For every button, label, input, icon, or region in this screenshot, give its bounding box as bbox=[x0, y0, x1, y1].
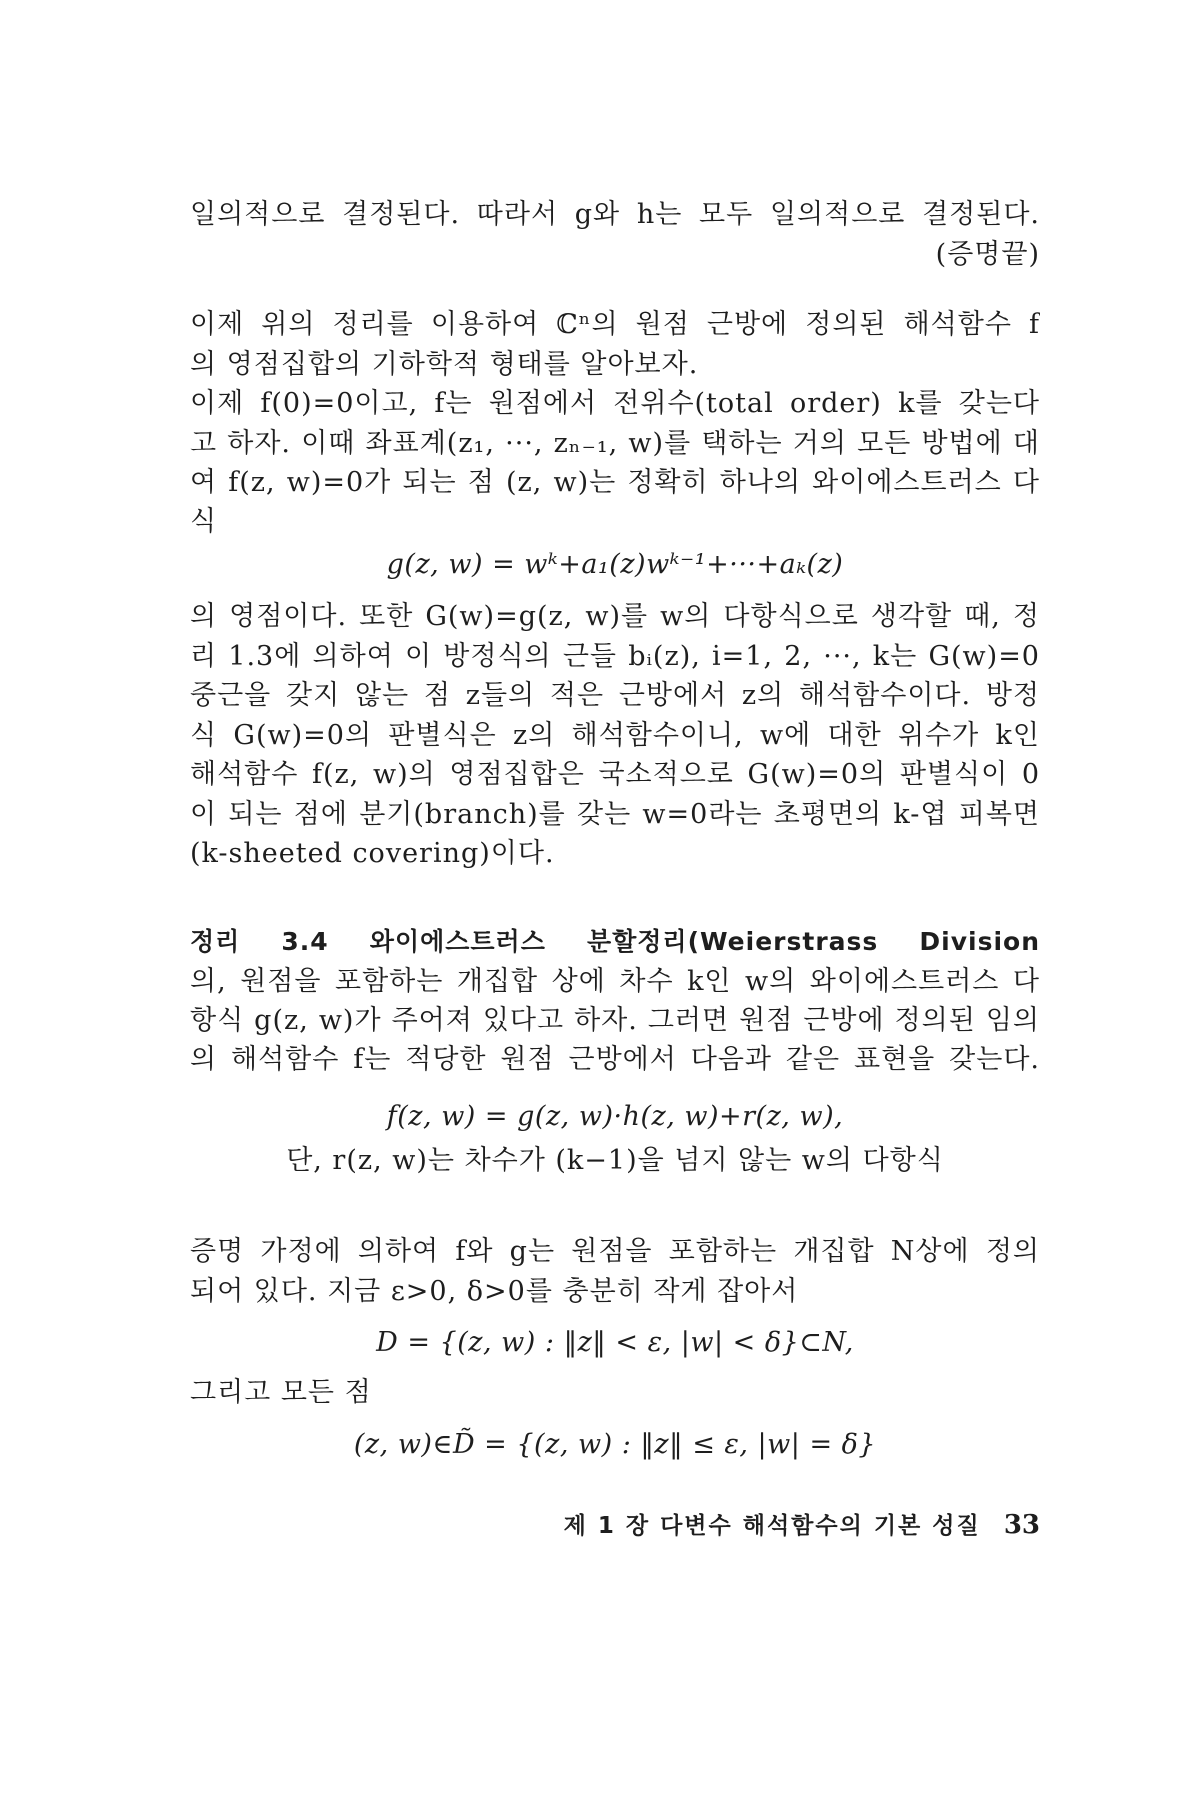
text-line: 의, 원점을 포함하는 개집합 상에 차수 k인 w의 와이에스트러스 다 bbox=[190, 966, 1040, 997]
text-line: 해석함수 f(z, w)의 영점집합은 국소적으로 G(w)=0의 판별식이 0 bbox=[190, 759, 1040, 790]
polynomial-formula: g(z, w) = wᵏ+a₁(z)wᵏ⁻¹+···+aₖ(z) bbox=[386, 549, 844, 580]
text-line: 일의적으로 결정된다. 따라서 g와 h는 모두 일의적으로 결정된다. bbox=[190, 199, 1040, 230]
domain-formula: D = {(z, w) : ‖z‖ < ε, |w| < δ}⊂N, bbox=[376, 1327, 854, 1358]
text-line: 고 하자. 이때 좌표계(z₁, ···, zₙ₋₁, w)를 택하는 거의 모든 방법에 대 bbox=[190, 428, 1040, 459]
page-footer bbox=[190, 1505, 1040, 1548]
text-line: 이 되는 점에 분기(branch)를 갖는 w=0라는 초평면의 k-엽 피복면 bbox=[190, 799, 1040, 830]
text-line: 식 bbox=[190, 506, 218, 537]
text-line: 의 영점집합의 기하학적 형태를 알아보자. bbox=[190, 349, 699, 380]
theorem-heading: 정리 3.4 와이에스트러스 분할정리(Weierstrass Division bbox=[190, 927, 1040, 956]
boundary-formula: (z, w)∈D̃ = {(z, w) : ‖z‖ ≤ ε, |w| = δ} bbox=[353, 1429, 877, 1460]
text-line: 되어 있다. 지금 ε>0, δ>0를 충분히 작게 잡아서 bbox=[190, 1276, 799, 1307]
text-line: 리 1.3에 의하여 이 방정식의 근들 bᵢ(z), i=1, 2, ···, k는 G(w)=0 bbox=[190, 641, 1040, 672]
proof-end-mark: (증명끝) bbox=[935, 239, 1040, 270]
text-line: 식 G(w)=0의 판별식은 z의 해석함수이니, w에 대한 위수가 k인 bbox=[190, 720, 1040, 751]
text-line: 중근을 갖지 않는 점 z들의 적은 근방에서 z의 해석함수이다. 방정 bbox=[190, 680, 1040, 711]
text-line: (k-sheeted covering)이다. bbox=[190, 838, 555, 869]
text-line: 그리고 모든 점 bbox=[190, 1377, 372, 1408]
text-line: 여 f(z, w)=0가 되는 점 (z, w)는 정확히 하나의 와이에스트러스 다 bbox=[190, 467, 1040, 498]
proof-start: 증명 가정에 의하여 f와 g는 원점을 포함하는 개집합 N상에 정의 bbox=[190, 1236, 1040, 1267]
text-line: 의 해석함수 f는 적당한 원점 근방에서 다음과 같은 표현을 갖는다. bbox=[190, 1044, 1040, 1075]
text-line: 의 영점이다. 또한 G(w)=g(z, w)를 w의 다항식으로 생각할 때, 정 bbox=[190, 601, 1040, 632]
text-line: 항식 g(z, w)가 주어져 있다고 하자. 그러면 원점 근방에 정의된 임의 bbox=[190, 1005, 1040, 1036]
text-line: 이제 f(0)=0이고, f는 원점에서 전위수(total order) k를 갖는다 bbox=[190, 388, 1040, 419]
page-number: 33 bbox=[1003, 1510, 1040, 1540]
footer-chapter-title: 제 1 장 다변수 해석함수의 기본 성질 bbox=[563, 1513, 981, 1539]
division-formula: f(z, w) = g(z, w)·h(z, w)+r(z, w), bbox=[386, 1101, 844, 1132]
text-line: 이제 위의 정리를 이용하여 ℂⁿ의 원점 근방에 정의된 해석함수 f bbox=[190, 309, 1040, 340]
formula-condition: 단, r(z, w)는 차수가 (k−1)을 넘지 않는 w의 다항식 bbox=[286, 1145, 944, 1176]
